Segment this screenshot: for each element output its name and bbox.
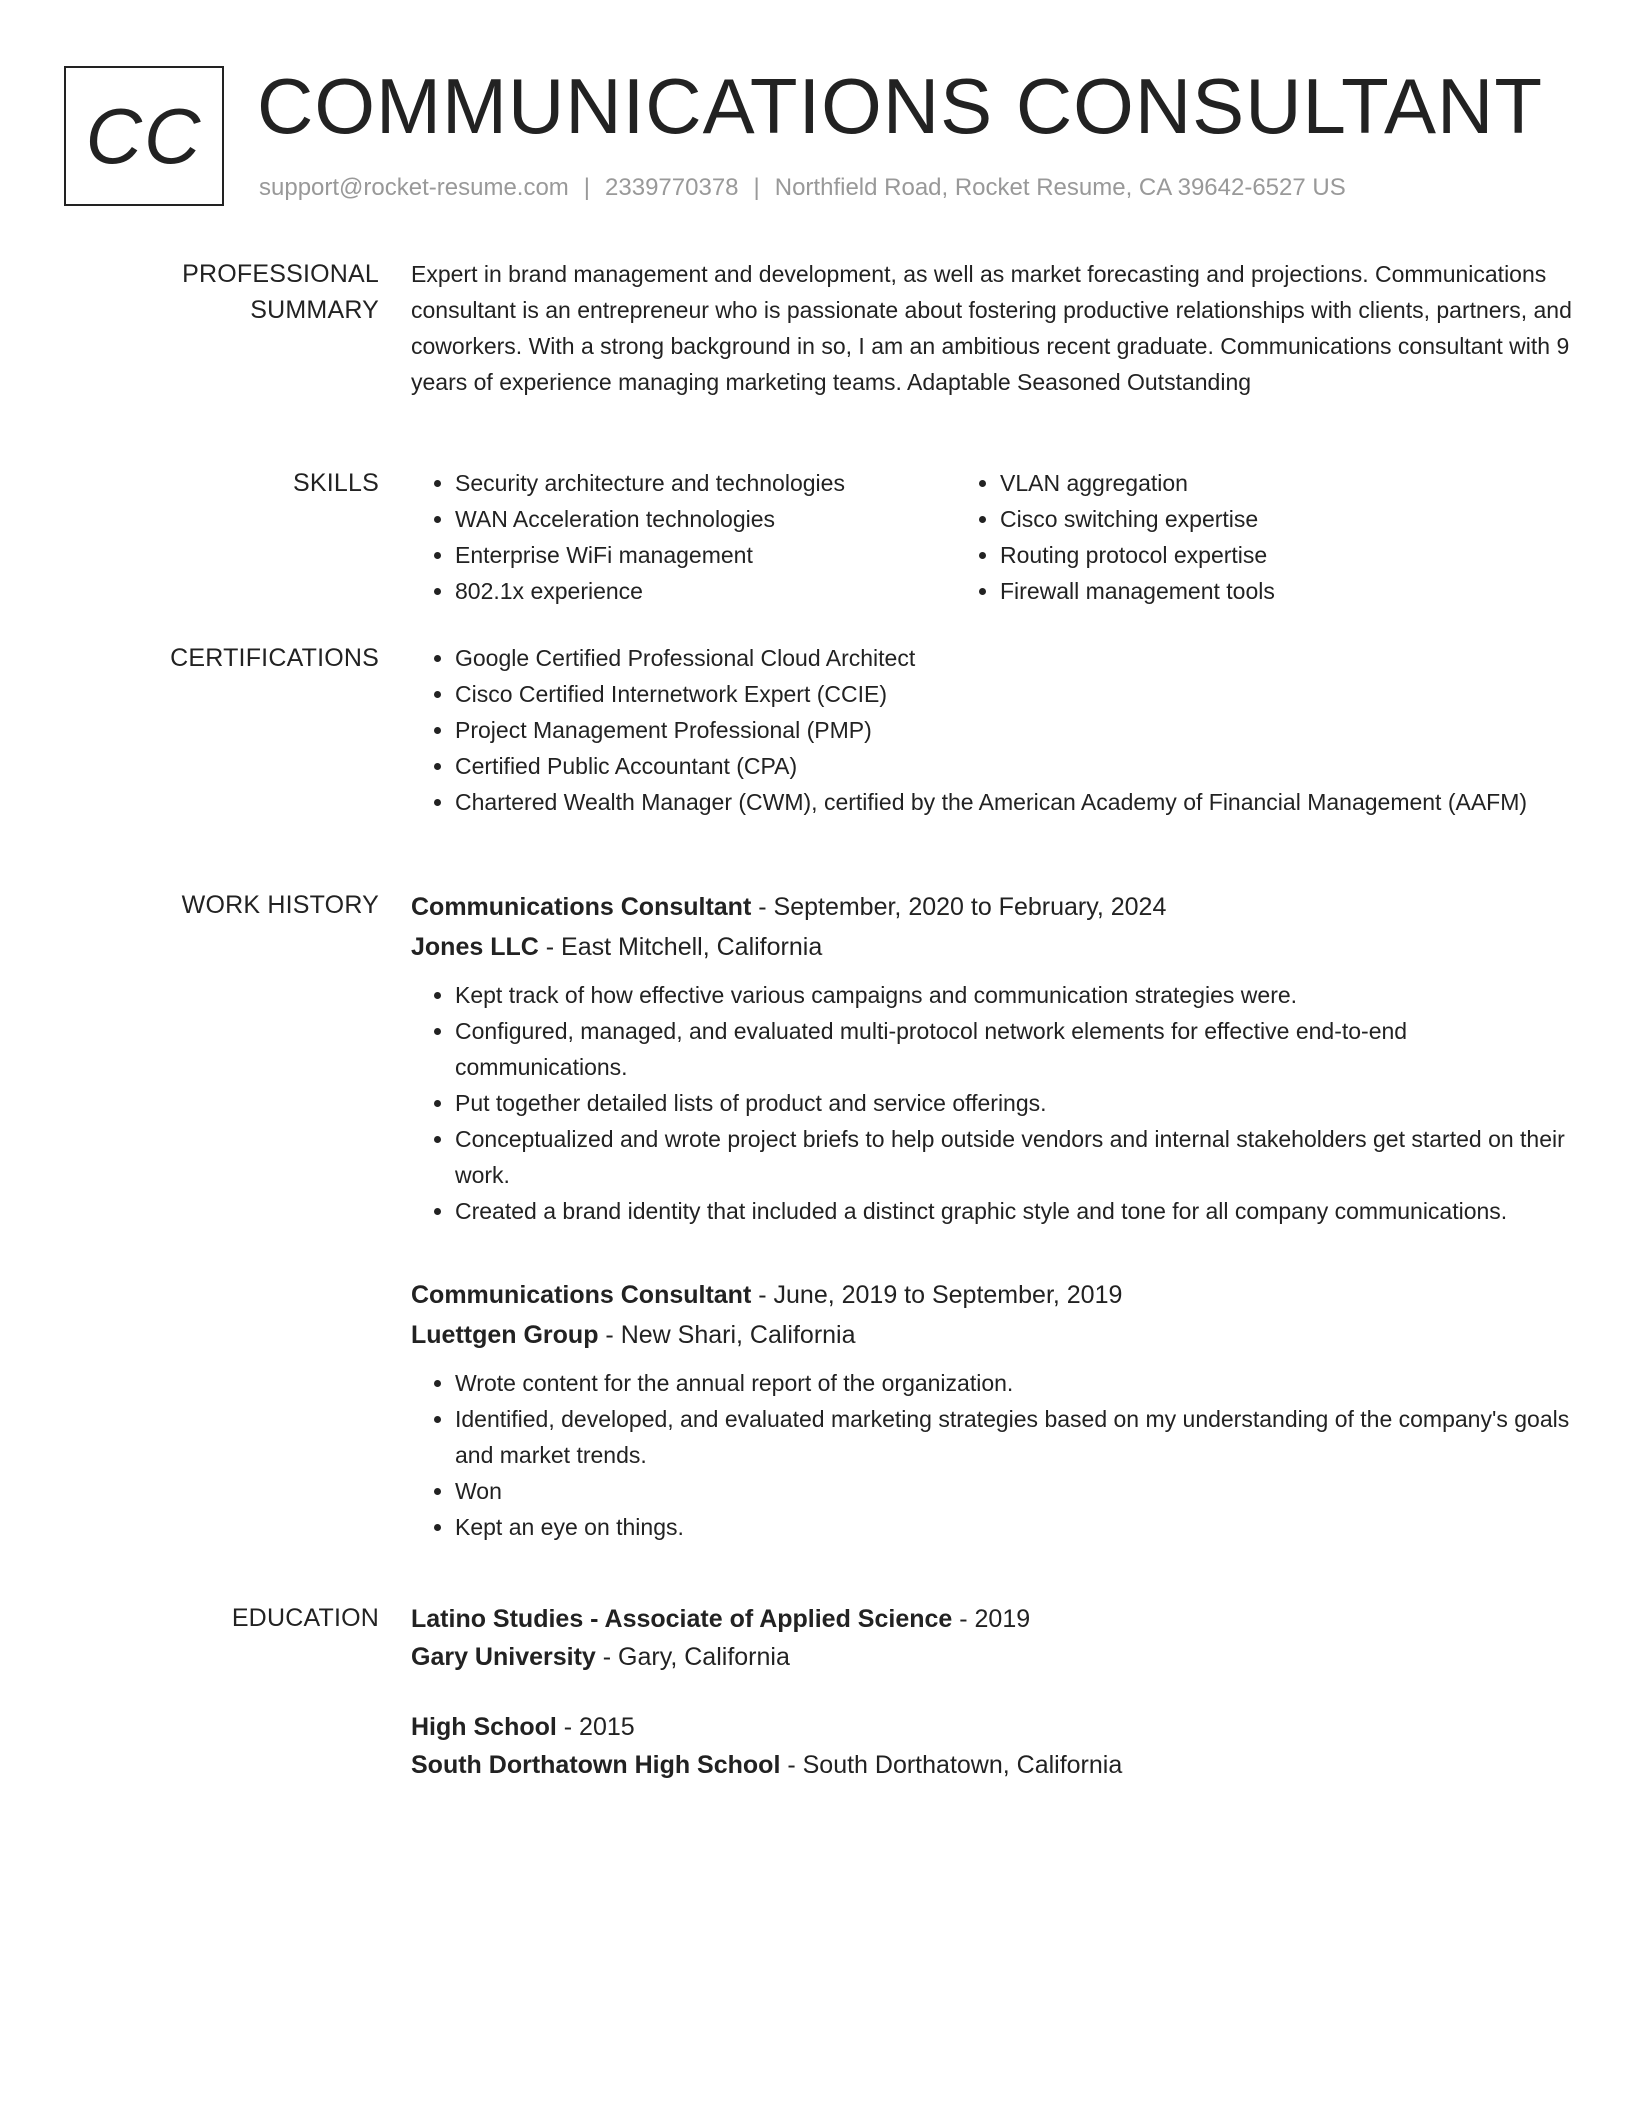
job-company: Luettgen Group (411, 1321, 599, 1349)
education-degree-line (411, 1600, 1574, 1638)
job-bullet: • Created a brand identity that included a distinct graphic style and tone for all company communications. (455, 1193, 1574, 1229)
certification-item: • Chartered Wealth Manager (CWM), certified by the American Academy of Financial Management (AAFM) (455, 784, 1574, 820)
resume-header (64, 62, 1564, 216)
certification-item: • Certified Public Accountant (CPA) (455, 748, 1574, 784)
job-bullet: • Kept track of how effective various campaigns and communication strategies were. (455, 977, 1574, 1013)
skill-item: • VLAN aggregation (1000, 465, 1501, 501)
job-entry (411, 1275, 1574, 1545)
education-degree: Latino Studies - Associate of Applied Science (411, 1605, 953, 1633)
resume-title: COMMUNICATIONS CONSULTANT (257, 62, 1543, 150)
education-school-line (411, 1746, 1574, 1784)
certifications-section (64, 640, 1574, 820)
education-section (64, 1600, 1574, 1784)
education-entry (411, 1708, 1574, 1784)
education-school-line (411, 1638, 1574, 1676)
education-school: South Dorthatown High School (411, 1751, 781, 1779)
job-dates: - September, 2020 to February, 2024 (751, 893, 1167, 921)
job-bullet: • Won (455, 1473, 1574, 1509)
summary-label: PROFESSIONAL SUMMARY (182, 260, 379, 324)
skill-item: • Routing protocol expertise (1000, 537, 1501, 573)
work-history-section (64, 887, 1574, 1545)
education-location: - South Dorthatown, California (780, 1751, 1123, 1779)
certifications-list (411, 640, 1574, 820)
certification-item: • Google Certified Professional Cloud Architect (455, 640, 1574, 676)
work-history-label: WORK HISTORY (181, 891, 379, 919)
monogram-box: CC (64, 66, 224, 206)
job-bullets (411, 1365, 1574, 1545)
skills-list-right (956, 465, 1501, 609)
education-school: Gary University (411, 1643, 596, 1671)
job-title: Communications Consultant (411, 893, 752, 921)
skill-item: • 802.1x experience (455, 573, 956, 609)
skill-item: • Firewall management tools (1000, 573, 1501, 609)
skills-list-left (411, 465, 956, 609)
certifications-label: CERTIFICATIONS (170, 644, 379, 672)
job-company-line (411, 927, 1574, 967)
job-bullet: • Configured, managed, and evaluated multi-protocol network elements for effective end-to-end communications. (455, 1013, 1574, 1085)
job-bullet: • Conceptualized and wrote project briefs to help outside vendors and internal stakeholders get started on their work. (455, 1121, 1574, 1193)
education-label: EDUCATION (231, 1604, 379, 1632)
job-title: Communications Consultant (411, 1281, 752, 1309)
job-bullet: • Put together detailed lists of product and service offerings. (455, 1085, 1574, 1121)
summary-text: Expert in brand management and development, as well as market forecasting and projections. Communications consultant is an entrepreneur who is passionate about fostering productive relationships with clients, partners, and coworkers. With a strong background in so, I am an ambitious recent graduate. Communications consultant with 9 years of experience managing marketing teams. Adaptable Seasoned Outstanding (411, 261, 1572, 395)
contact-email[interactable]: support@rocket-resume.com (259, 174, 569, 201)
job-bullets (411, 977, 1574, 1229)
job-company-line (411, 1315, 1574, 1355)
skill-item: • Security architecture and technologies (455, 465, 956, 501)
job-location: - New Shari, California (598, 1321, 856, 1349)
job-company: Jones LLC (411, 933, 539, 961)
education-year: - 2019 (952, 1605, 1031, 1633)
skills-section (64, 465, 1574, 609)
skills-label: SKILLS (293, 469, 379, 497)
job-bullet: • Kept an eye on things. (455, 1509, 1574, 1545)
education-location: - Gary, California (595, 1643, 790, 1671)
contact-separator: | (583, 174, 591, 201)
job-dates: - June, 2019 to September, 2019 (751, 1281, 1123, 1309)
education-year: - 2015 (556, 1713, 635, 1741)
certification-item: • Cisco Certified Internetwork Expert (CCIE) (455, 676, 1574, 712)
contact-line (259, 174, 1346, 202)
job-bullet: • Wrote content for the annual report of the organization. (455, 1365, 1574, 1401)
job-title-line (411, 887, 1574, 927)
skill-item: • Enterprise WiFi management (455, 537, 956, 573)
skill-item: • WAN Acceleration technologies (455, 501, 956, 537)
education-degree: High School (411, 1713, 557, 1741)
job-bullet: • Identified, developed, and evaluated marketing strategies based on my understanding of the company's goals and market trends. (455, 1401, 1574, 1473)
contact-phone[interactable]: 2339770378 (605, 174, 739, 201)
certification-item: • Project Management Professional (PMP) (455, 712, 1574, 748)
contact-address: Northfield Road, Rocket Resume, CA 39642-6527 US (774, 174, 1346, 201)
contact-separator: | (753, 174, 760, 201)
skill-item: • Cisco switching expertise (1000, 501, 1501, 537)
summary-section (64, 256, 1574, 400)
education-degree-line (411, 1708, 1574, 1746)
education-entry (411, 1600, 1574, 1676)
job-entry (411, 887, 1574, 1229)
job-location: - East Mitchell, California (538, 933, 823, 961)
job-title-line (411, 1275, 1574, 1315)
